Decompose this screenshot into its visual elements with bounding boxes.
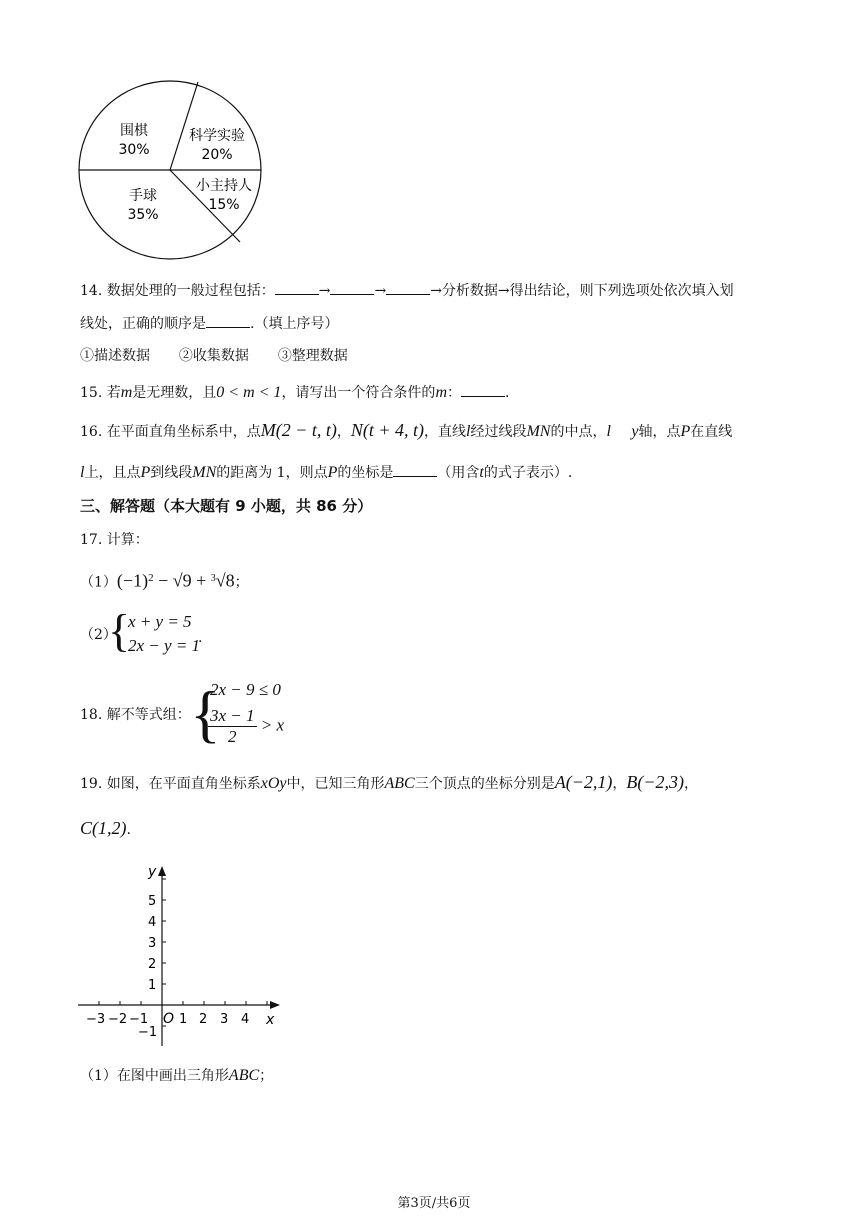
q15-end: . [505, 385, 510, 401]
y-tick-4: 4 [148, 915, 157, 930]
q17-p2-end: . [198, 630, 203, 646]
q19-line2 [80, 818, 131, 840]
q14-line2-a: 线处，正确的顺序是 [80, 316, 206, 332]
x-axis-arrow [270, 1001, 280, 1009]
q16-comma: ， [336, 424, 351, 440]
q16-seg-mn: MN [526, 423, 551, 440]
q14-blank-3 [386, 280, 430, 295]
q15-text-a: 若 [106, 385, 121, 401]
pie-chart [78, 80, 266, 262]
q15-line [80, 382, 509, 403]
q19-p1-label: （1） [80, 1068, 117, 1084]
q18-ineq2-tail: > x [256, 715, 285, 735]
q17-title-line [80, 530, 149, 550]
q14-blank-2 [330, 280, 374, 295]
section-3-title: 三、解答题（本大题有 9 小题，共 86 分） [80, 497, 373, 515]
q16-relation: l ⃞ y [606, 423, 639, 440]
coordinate-plane [76, 860, 286, 1050]
q19-point-c: C(1,2) [80, 818, 127, 838]
q17-p1-expr-b: − √9 + [153, 570, 211, 591]
pie-label-host: 小主持人 [196, 178, 252, 194]
q15-text-c: ，请写出一个符合条件的 [281, 385, 436, 401]
q18-fraction [208, 706, 257, 747]
q19-tri: ABC [384, 775, 415, 792]
q16-var-l: l [466, 423, 471, 440]
y-axis-arrow [158, 866, 166, 876]
q19-p1-text: 在图中画出三角形 [116, 1068, 229, 1084]
q19-line1 [80, 772, 698, 794]
q14-arrow-2: → [374, 283, 387, 299]
q16-text-a: 在平面直角坐标系中，点 [106, 424, 261, 440]
q14-arrow-1: → [318, 283, 331, 299]
q15-text-b: 是无理数，且 [132, 385, 217, 401]
q17-title: 计算： [106, 532, 149, 548]
x-tick-neg1: −1 [129, 1012, 149, 1027]
q14-line2 [80, 313, 338, 334]
pie-label-science: 科学实验 [189, 128, 245, 144]
page-footer: 第3页/共6页 [397, 1196, 471, 1211]
q14-text-b: →分析数据→得出结论，则下列选项处依次填入划 [430, 283, 734, 299]
q16-var-t: t [479, 464, 484, 481]
q19-sys: xOy [260, 775, 287, 792]
q14-answer-blank [206, 313, 250, 328]
q14-line1 [80, 280, 734, 301]
q14-option-1: ①描述数据 [80, 348, 150, 364]
q15-var-m: m [120, 384, 133, 401]
q18-ineq2 [208, 706, 284, 747]
q16-var-l-2: l [80, 464, 85, 481]
pie-pct-weiqi: 30% [118, 142, 150, 158]
q17-p1-sup: 2 [148, 572, 154, 584]
q16-var-p-2: P [140, 464, 151, 481]
q19-point-b: B(−2,3) [626, 772, 684, 792]
q16-line1 [80, 420, 732, 442]
x-tick-1: 1 [179, 1012, 188, 1027]
q16-text-d: 的中点， [550, 424, 607, 440]
q19-number: 19. [80, 776, 103, 792]
q17-p1-label: （1） [80, 574, 117, 591]
q16-line2-d: 的坐标是 [337, 465, 394, 481]
q16-line2-a: 上，且点 [84, 465, 141, 481]
q17-number: 17. [80, 532, 103, 548]
q19-text-b: 中，已知三角形 [286, 776, 385, 792]
origin-label: O [163, 1011, 175, 1027]
q18-ineq1: 2x − 9 ≤ 0 [210, 680, 281, 699]
q14-line2-b: .（填上序号） [250, 316, 339, 332]
q15-answer-blank [461, 382, 505, 397]
q17-part2 [80, 605, 280, 660]
q16-answer-blank [393, 462, 437, 477]
y-axis-label: y [148, 864, 157, 880]
q15-text-d: ： [447, 385, 461, 401]
q18-brace: { [190, 678, 221, 749]
q19-p1-tri: ABC [228, 1067, 260, 1084]
q16-seg-mn-2: MN [192, 464, 217, 481]
x-tick-3: 3 [220, 1012, 229, 1027]
q18-number: 18. [80, 707, 103, 723]
q17-part1 [80, 568, 249, 593]
q18-frac-den: 2 [228, 727, 237, 746]
x-tick-4: 4 [241, 1012, 250, 1027]
q19-text-c: 三个顶点的坐标分别是 [414, 776, 555, 792]
q19-end: . [126, 822, 131, 838]
y-tick-3: 3 [148, 936, 157, 951]
q18 [80, 676, 320, 752]
y-tick-2: 2 [148, 957, 157, 972]
q17-p2-eq1: x + y = 5 [128, 612, 192, 631]
q16-line2-c: 的距离为 1，则点 [216, 465, 328, 481]
q17-p1-root-index: 3 [210, 573, 216, 584]
q16-text-b: ，直线 [424, 424, 467, 440]
y-tick-neg1: −1 [138, 1025, 158, 1040]
q19-point-a: A(−2,1) [554, 772, 613, 792]
x-tick-neg3: −3 [86, 1012, 106, 1027]
q17-p1-end: ； [234, 574, 249, 591]
q16-point-m: M(2 − t, t) [260, 420, 337, 440]
q18-number-text [80, 704, 191, 724]
q16-var-p-3: P [327, 464, 338, 481]
pie-label-handball: 手球 [129, 188, 157, 204]
q17-p1-expr-c: √8 [215, 570, 235, 591]
q16-var-p: P [680, 423, 691, 440]
q19-sep: ， [612, 776, 627, 792]
q19-text-a: 如图，在平面直角坐标系 [106, 776, 261, 792]
q15-inequality: 0 < m < 1 [216, 384, 282, 401]
q19-part1 [80, 1066, 273, 1086]
pie-pct-host: 15% [208, 197, 240, 213]
q17-p2-label: （2） [80, 627, 117, 643]
q14-options [80, 346, 348, 366]
q16-point-n: N(t + 4, t) [350, 420, 425, 440]
q14-option-2: ②收集数据 [178, 348, 249, 364]
pie-label-weiqi: 围棋 [120, 123, 148, 139]
q15-var-m-2: m [435, 384, 447, 401]
q16-line2 [80, 462, 572, 483]
y-tick-5: 5 [148, 894, 157, 909]
pie-divider-top-right [170, 82, 198, 170]
q14-blank-1 [275, 280, 319, 295]
q16-text-f: 在直线 [690, 424, 733, 440]
q16-line2-f: 的式子表示）. [483, 465, 573, 481]
q16-number: 16. [80, 424, 103, 440]
q14-text-a: 数据处理的一般过程包括： [106, 283, 275, 299]
q18-frac-num: 3x − 1 [210, 706, 255, 725]
x-tick-2: 2 [199, 1012, 208, 1027]
q14-option-3: ③整理数据 [277, 348, 348, 364]
pie-pct-handball: 35% [127, 207, 159, 223]
q14-number: 14. [80, 283, 103, 299]
q17-p2-brace: { [108, 605, 131, 656]
q18-text: 解不等式组： [106, 707, 191, 723]
q16-text-e: 轴，点 [638, 424, 681, 440]
q16-line2-b: 到线段 [150, 465, 193, 481]
x-tick-neg2: −2 [108, 1012, 128, 1027]
pie-pct-science: 20% [201, 147, 233, 163]
q17-p2-eq2: 2x − y = 1 [128, 636, 201, 655]
q17-p1-expr-a: (−1) [116, 570, 149, 591]
q16-text-c: 经过线段 [470, 424, 527, 440]
q19-sep2: ， [683, 776, 698, 792]
x-axis-label: x [266, 1012, 275, 1028]
q16-line2-e: （用含 [437, 465, 480, 481]
q19-p1-end: ； [259, 1068, 274, 1084]
y-tick-1: 1 [148, 978, 157, 993]
q15-number: 15. [80, 385, 103, 401]
